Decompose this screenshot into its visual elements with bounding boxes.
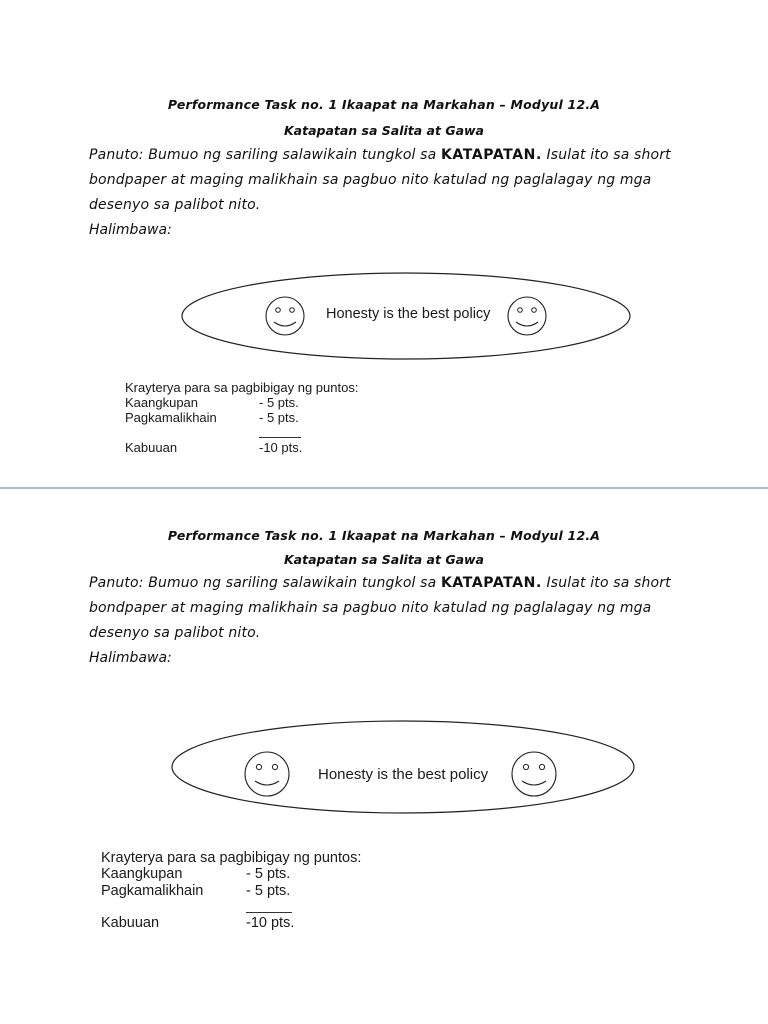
criterion-name: Kaangkupan: [125, 395, 199, 410]
criteria-block: [125, 380, 445, 460]
total-rule: [259, 437, 301, 438]
instructions-line-1: [89, 143, 689, 168]
criterion-points: - 5 pts.: [259, 395, 299, 410]
criterion-points: - 5 pts.: [259, 410, 299, 425]
example-label: Halimbawa:: [89, 222, 172, 238]
criterion-points: - 5 pts.: [246, 866, 291, 882]
instructions-line-3: desenyo sa palibot nito.: [89, 197, 261, 213]
page-divider: [0, 487, 768, 489]
instructions-line-2: bondpaper at maging malikhain sa pagbuo nito katulad ng paglalagay ng mga: [89, 600, 652, 616]
criterion-points: - 5 pts.: [246, 883, 291, 899]
task-title: Performance Task no. 1 Ikaapat na Markahan – Modyul 12.A: [167, 528, 601, 543]
task-subtitle: Katapatan sa Salita at Gawa: [283, 123, 484, 138]
example-proverb: Honesty is the best policy: [326, 306, 491, 322]
instructions-line-2: bondpaper at maging malikhain sa pagbuo nito katulad ng paglalagay ng mga: [89, 172, 652, 188]
keyword-katapatan: KATAPATAN.: [440, 575, 542, 591]
keyword-katapatan: KATAPATAN.: [440, 147, 542, 163]
criteria-block: [101, 850, 441, 940]
total-rule: [246, 912, 292, 913]
task-subtitle: Katapatan sa Salita at Gawa: [283, 552, 484, 567]
example-proverb: Honesty is the best policy: [318, 766, 489, 783]
instructions: [89, 571, 689, 646]
total-points: -10 pts.: [259, 440, 303, 455]
criterion-name: Pagkamalikhain: [125, 410, 217, 425]
smiley-left-icon: [245, 752, 289, 796]
smiley-right-icon: [508, 297, 546, 335]
instructions-line-3: desenyo sa palibot nito.: [89, 625, 261, 641]
total-label: Kabuuan: [125, 440, 178, 455]
smiley-left-icon: [266, 297, 304, 335]
instructions-prefix: Panuto: Bumuo ng sariling salawikain tungkol sa: [89, 147, 441, 163]
instructions: [89, 143, 689, 218]
instructions-line-1: [89, 571, 689, 596]
example-label: Halimbawa:: [89, 650, 172, 666]
criterion-name: Pagkamalikhain: [101, 883, 204, 899]
criterion-name: Kaangkupan: [101, 866, 183, 882]
instructions-suffix: Isulat ito sa short: [541, 147, 671, 163]
instructions-suffix: Isulat ito sa short: [541, 575, 671, 591]
smiley-right-icon: [512, 752, 556, 796]
task-title: Performance Task no. 1 Ikaapat na Markahan – Modyul 12.A: [167, 97, 601, 112]
total-label: Kabuuan: [101, 915, 160, 931]
instructions-prefix: Panuto: Bumuo ng sariling salawikain tungkol sa: [89, 575, 441, 591]
total-points: -10 pts.: [246, 915, 295, 931]
criteria-heading: Krayterya para sa pagbibigay ng puntos:: [101, 850, 362, 866]
criteria-heading: Krayterya para sa pagbibigay ng puntos:: [125, 380, 359, 395]
